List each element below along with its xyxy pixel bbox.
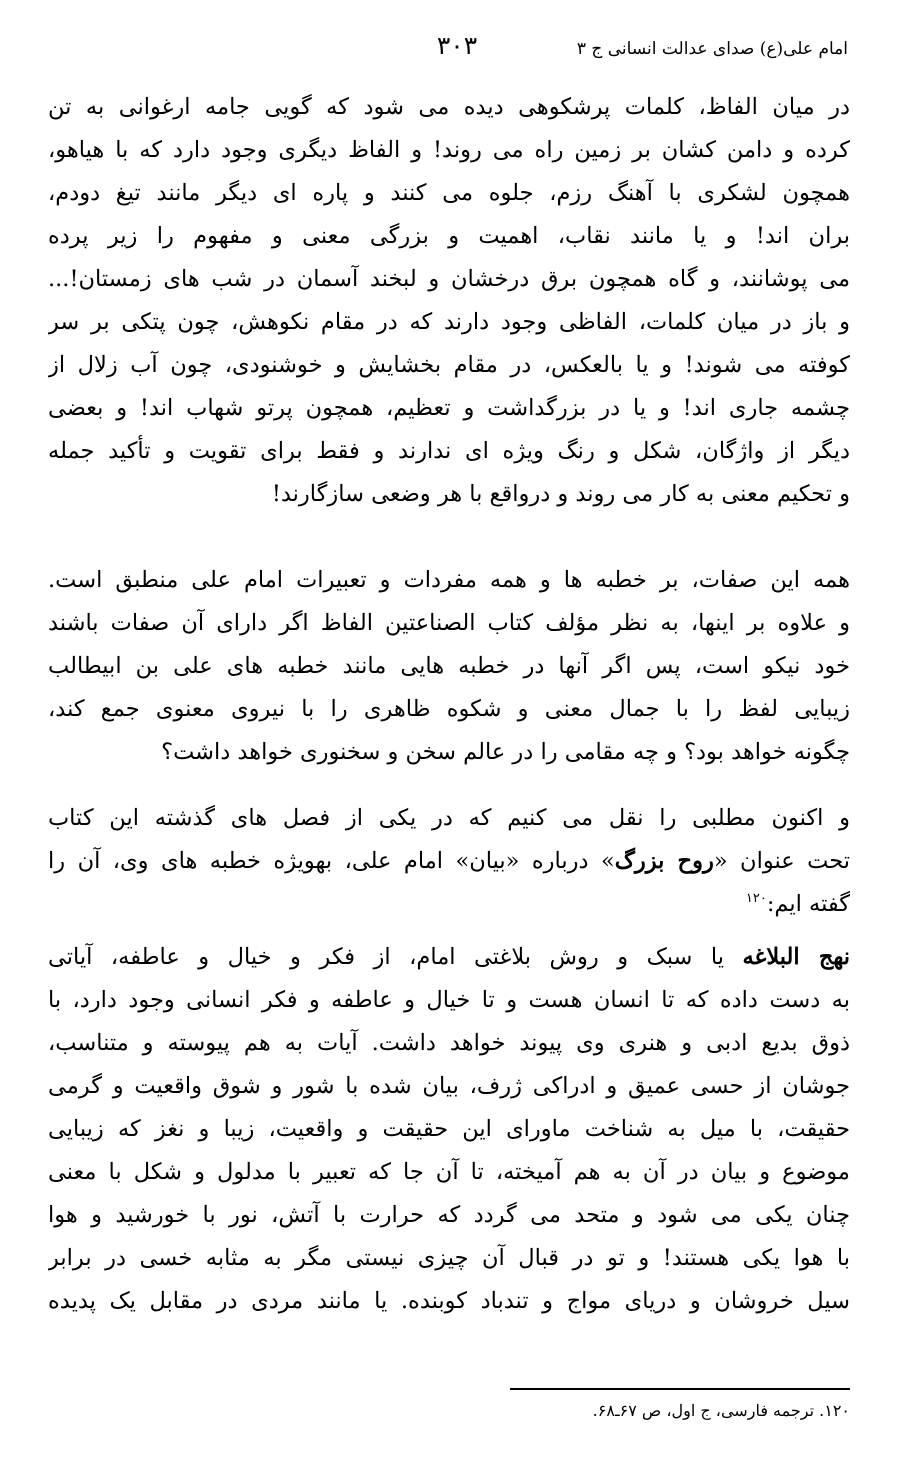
footnote-120: ۱۲۰. ترجمه فارسی، ج اول، ص ۶۷ـ۶۸. [592, 1401, 850, 1420]
running-header-title: امام علی(ع) صدای عدالت انسانی ج ۳ [576, 39, 848, 59]
text-run: تحت عنوان « [713, 848, 850, 874]
paragraph-1 [48, 86, 850, 516]
text-run: یا سبک و روش بلاغتی امام، از فکر و خیال و عاطفه، آیاتی [48, 944, 743, 970]
paragraph-2 [48, 559, 850, 774]
text-line: زیبایی لفظ را با جمال معنی و شکوه ظاهری را با نیروی معنوی جمع کند، [48, 696, 850, 722]
text-line: بران اند! و یا مانند نقاب، اهمیت و بزرگی معنی و مفهوم را زیر پرده [48, 223, 850, 249]
text-line: همچون لشکری با آهنگ رزم، جلوه می کنند و پاره ای دیگر مانند تیغ دودم، [48, 180, 850, 206]
text-line: ذوق بدیع ادبی و هنری وی پیوند خواهد داشت. آیات به هم پیوسته و متناسب، [48, 1030, 850, 1056]
text-line: و تحکیم معنی به کار می روند و درواقع با هر وضعی سازگارند! [271, 481, 850, 507]
text-line: چشمه جاری اند! و یا در بزرگداشت و تعظیم، همچون پرتو شهاب اند! و بعضی [48, 395, 850, 421]
text-line: کوفته می شوند! و یا بالعکس، در مقام بخشایش و خوشنودی، چون آب زلال از [48, 352, 850, 378]
text-run: » درباره «بیان» امام علی، بهویژه خطبه های وی، آن را [48, 848, 615, 874]
text-line: به دست داده که تا انسان هست و تا خیال و عاطفه و فکر انسانی وجود دارد، با [48, 987, 850, 1013]
text-line: جوشان از حسی عمیق و ادراکی ژرف، بیان شده با شور و شوق واقعیت و گرمی [48, 1073, 850, 1099]
text-line: کرده و دامن کشان بر زمین راه می روند! و الفاظ دیگری وجود دارد که با هیاهو، [48, 137, 850, 163]
text-line: و علاوه بر اینها، به نظر مؤلف کتاب الصناعتین الفاظ اگر دارای آن صفات باشند [48, 610, 850, 636]
bold-title-ruh-e-bozorg: روح بزرگ [614, 848, 714, 874]
text-line: با هوا یکی هستند! و تو در قبال آن چیزی نیستی مگر به مثابه خسی در برابر [48, 1245, 850, 1271]
text-line: موضوع و بیان در آن به هم آمیخته، تا آن جا که تعبیر با مدلول و شکل با معنی [48, 1159, 850, 1185]
text-run: گفته ایم: [766, 891, 850, 917]
text-line: و اکنون مطلبی را نقل می کنیم که در یکی از فصل های گذشته این کتاب [48, 805, 850, 831]
text-line: همه این صفات، بر خطبه ها و همه مفردات و تعبیرات امام علی منطبق است. [48, 567, 850, 593]
paragraph-4 [48, 936, 850, 1323]
text-line [48, 840, 850, 883]
text-line: می پوشانند، و گاه همچون برق درخشان و لبخند آسمان در شب های زمستان!... [48, 266, 850, 292]
text-line: دیگر از واژگان، شکل و رنگ ویژه ای ندارند و فقط برای تقویت و تأکید جمله [48, 438, 850, 464]
text-line: خود نیکو است، پس اگر آنها در خطبه هایی مانند خطبه های علی بن ابیطالب [48, 653, 850, 679]
footnote-reference[interactable]: ۱۲۰ [745, 891, 767, 906]
text-line [48, 883, 850, 926]
text-line: سیل خروشان و دریای مواج و تندباد کوبنده. یا مانند مردی در مقابل یک پدیده [48, 1288, 850, 1314]
text-line: چگونه خواهد بود؟ و چه مقامی را در عالم سخن و سخنوری خواهد داشت؟ [161, 739, 850, 765]
text-line: چنان یکی می شود و متحد می گردد که حرارت با آتش، نور با خورشید و هوا [48, 1202, 850, 1228]
text-line: در میان الفاظ، کلمات پرشکوهی دیده می شود که گویی جامه ارغوانی به تن [48, 94, 850, 120]
text-line: حقیقت، با میل به شناخت ماورای این حقیقت و واقعیت، زیبا و نغز که زیبایی [48, 1116, 850, 1142]
page-number: ۳۰۳ [436, 31, 478, 60]
paragraph-3 [48, 797, 850, 926]
footnote-divider [510, 1388, 850, 1390]
text-line: و باز در میان کلمات، الفاظی وجود دارند که در مقام نکوهش، چون پتکی بر سر [48, 309, 850, 335]
text-line [48, 936, 850, 979]
bold-book-title: نهج البلاغه [742, 944, 850, 970]
